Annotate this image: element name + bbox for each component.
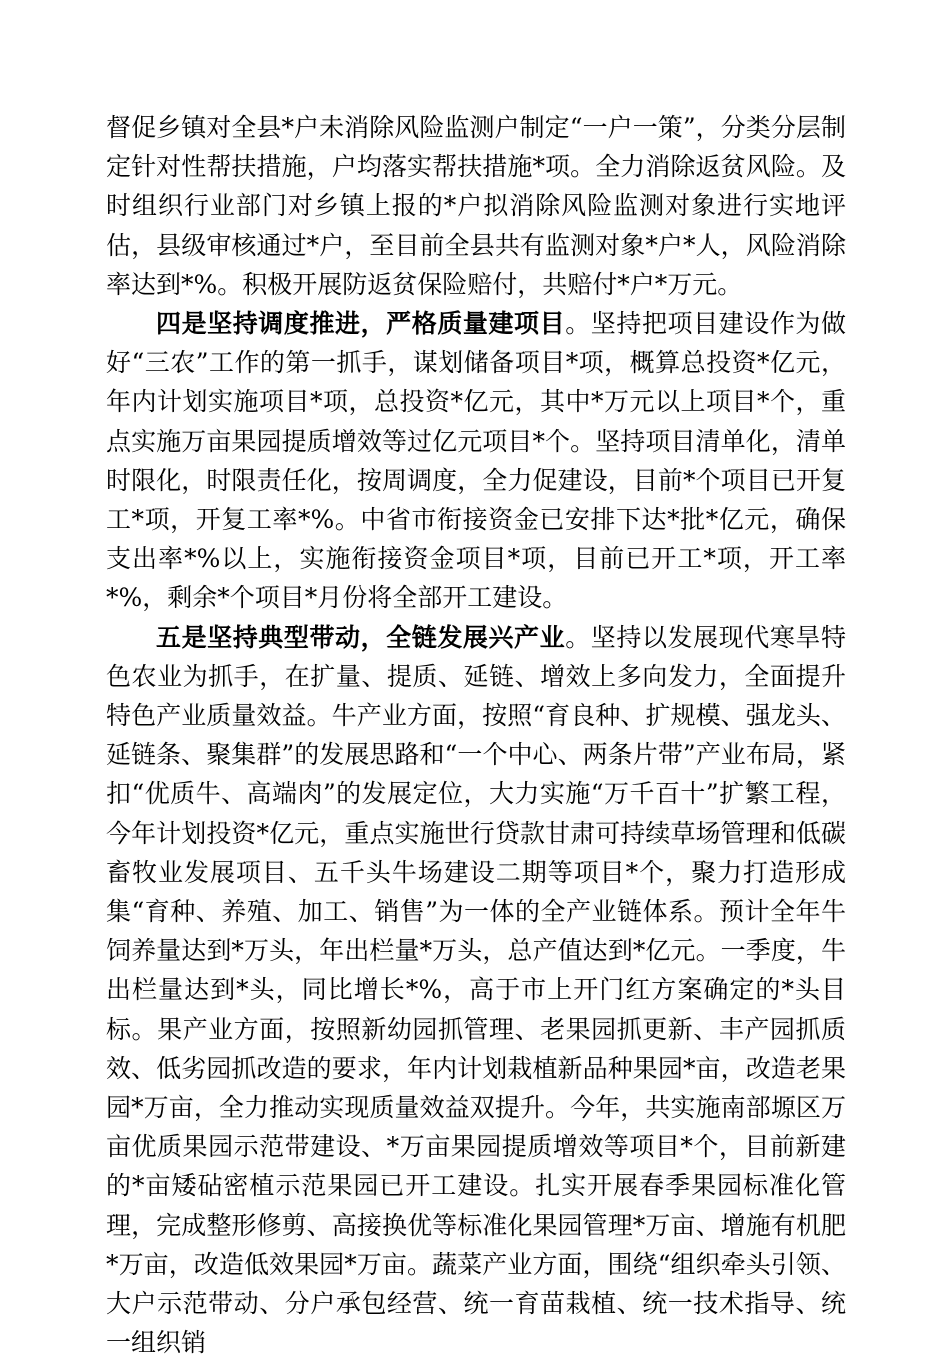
- paragraph-2: [106, 304, 846, 618]
- paragraph-1: [106, 108, 846, 304]
- paragraph-3: [106, 618, 846, 1363]
- document-page: [106, 108, 846, 1363]
- paragraph-3-heading: 五是坚持典型带动，全链发展兴产业: [156, 622, 566, 652]
- paragraph-3-text: 。坚持以发展现代寒旱特色农业为抓手，在扩量、提质、延链、增效上多向发力，全面提升特色产业质量效益。牛产业方面，按照“育良种、扩规模、强龙头、延链条、聚集群”的发展思路和“一个中心、两条片带”产业布局，紧扣“优质牛、高端肉”的发展定位，大力实施“万千百十”扩繁工程，今年计划投资*亿元，重点实施世行贷款甘肃可持续草场管理和低碳畜牧业发展项目、五千头牛场建设二期等项目*个，聚力打造形成集“育种、养殖、加工、销售”为一体的全产业链体系。预计全年牛饲养量达到*万头，年出栏量*万头，总产值达到*亿元。一季度，牛出栏量达到*头，同比增长*%，高于市上开门红方案确定的*头目标。果产业方面，按照新幼园抓管理、老果园抓更新、丰产园抓质效、低劣园抓改造的要求，年内计划栽植新品种果园*亩，改造老果园*万亩，全力推动实现质量效益双提升。今年，共实施南部塬区万亩优质果园示范带建设、*万亩果园提质增效等项目*个，目前新建的*亩矮砧密植示范果园已开工建设。扎实开展春季果园标准化管理，完成整形修剪、高接换优等标准化果园管理*万亩、增施有机肥*万亩，改造低效果园*万亩。蔬菜产业方面，围绕“组织牵头引领、大户示范带动、分户承包经营、统一育苗栽植、统一技术指导、统一组织销: [106, 622, 846, 1358]
- paragraph-1-text: 督促乡镇对全县*户未消除风险监测户制定“一户一策”，分类分层制定针对性帮扶措施，户均落实帮扶措施*项。全力消除返贫风险。及时组织行业部门对乡镇上报的*户拟消除风险监测对象进行实地评估，县级审核通过*户，至目前全县共有监测对象*户*人，风险消除率达到*%。积极开展防返贫保险赔付，共赔付*户*万元。: [106, 113, 846, 299]
- paragraph-2-text: 。坚持把项目建设作为做好“三农”工作的第一抓手，谋划储备项目*项，概算总投资*亿元，年内计划实施项目*项，总投资*亿元，其中*万元以上项目*个，重点实施万亩果园提质增效等过亿元项目*个。坚持项目清单化，清单时限化，时限责任化，按周调度，全力促建设，目前*个项目已开复工*项，开复工率*%。中省市衔接资金已安排下达*批*亿元，确保支出率*%以上，实施衔接资金项目*项，目前已开工*项，开工率*%，剩余*个项目*月份将全部开工建设。: [106, 309, 846, 613]
- paragraph-2-heading: 四是坚持调度推进，严格质量建项目: [156, 309, 566, 339]
